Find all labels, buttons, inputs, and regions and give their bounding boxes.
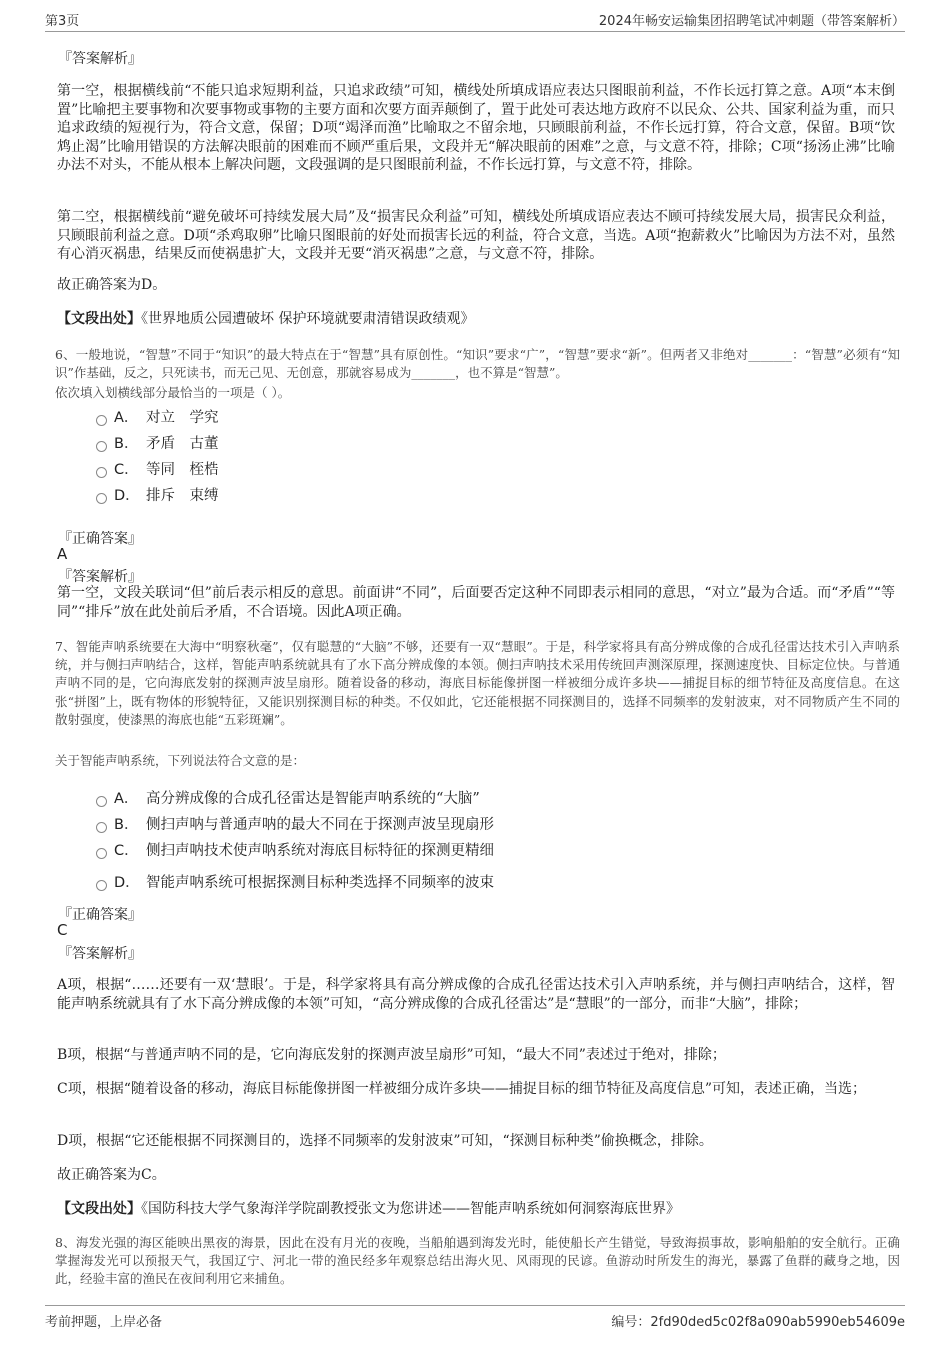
q5-analysis-para2: 第二空，根据横线前“避免破坏可持续发展大局”及“损害民众利益”可知，横线处所填成语应表达不顾可持续发展大局，损害民众利益，只顾眼前利益之意。D项“杀鸡取卵”比喻只图眼前的好处而损害长远的利益，符合文意，当选。A项“抱薪救火”比喻因为方法不对，虽然有心消灭祸患，结果反而使祸患扩大，文段并无要“消灭祸患”之意，与文意不符，排除。 [57, 209, 895, 262]
q5-analysis-label: 『答案解析』 [58, 51, 142, 67]
q6-analysis: 第一空，文段关联词“但”前后表示相反的意思。前面讲“不同”，后面要否定这种不同即表示相同的意思，“对立”最为合适。而“矛盾”“等同”“排斥”放在此处前后矛盾，不合语境。因此A项正确。 [57, 585, 895, 620]
page-footer [45, 1311, 905, 1329]
q7-question: 关于智能声呐系统，下列说法符合文意的是： [55, 753, 306, 768]
q7-answer: C [57, 921, 68, 939]
radio-icon[interactable] [96, 441, 107, 452]
radio-icon[interactable] [96, 848, 107, 859]
document-title: 2024年畅安运输集团招聘笔试冲刺题（带答案解析） [598, 14, 905, 29]
radio-icon[interactable] [96, 822, 107, 833]
q6-stem: 6、一般地说，“智慧”不同于“知识”的最大特点在于“智慧”具有原创性。“知识”要求“广”，“智慧”要求“新”。但两者又非绝对_______：“智慧”必须有“知识”作基础，反之，只死读书，而无己见、无创意，那就容易成为_______，也不算是“智慧”。 [55, 347, 900, 381]
q7-answer-label: 『正确答案』 [58, 907, 142, 923]
document-id: 编号：2fd90ded5c02f8a090ab5990eb54609e [611, 1315, 905, 1330]
q5-conclusion: 故正确答案为D。 [57, 277, 167, 293]
q5-analysis-para1: 第一空，根据横线前“不能只追求短期利益，只追求政绩”可知，横线处所填成语应表达只图眼前利益，不作长远打算之意。A项“本末倒置”比喻把主要事物和次要事物或事物的主要方面和次要方面弄颠倒了，置于此处可表达地方政府不以民众、公共、国家利益为重，而只追求政绩的短视行为，符合文意，保留；D项“竭泽而渔”比喻取之不留余地，只顾眼前利益，不作长远打算，符合文意，保留。B项“饮鸩止渴”比喻用错误的方法解决眼前的困难而不顾严重后果，文段并无“解决眼前的困难”之意，与文意不符，排除；C项“扬汤止沸”比喻办法不对头，不能从根本上解决问题，文段强调的是只图眼前利益，不作长远打算，与文意不符，排除。 [57, 83, 895, 173]
q6-answer-label: 『正确答案』 [58, 531, 142, 547]
radio-icon[interactable] [96, 415, 107, 426]
q7-analysis-d: D项，根据“它还能根据不同探测目的，选择不同频率的发射波束”可知，“探测目标种类”偷换概念，排除。 [57, 1133, 713, 1149]
q7-stem: 7、智能声呐系统要在大海中“明察秋毫”，仅有聪慧的“大脑”不够，还要有一双“慧眼”。于是，科学家将具有高分辨成像的合成孔径雷达技术引入声呐系统，并与侧扫声呐结合，这样，智能声呐系统就具有了水下高分辨成像的本领。侧扫声呐技术采用传统回声测深原理，探测速度快、目标定位快。与普通声呐不同的是，它向海底发射的探测声波呈扇形。随着设备的移动，海底目标能像拼图一样被细分成许多块——捕捉目标的细节特征及高度信息。在这张“拼图”上，既有物体的形貌特征，又能识别探测目标的种类。不仅如此，它还能根据不同探测目的，选择不同频率的发射波束，对不同物质产生不同的散射强度，使漆黑的海底也能“五彩斑斓”。 [55, 639, 900, 727]
radio-icon[interactable] [96, 796, 107, 807]
footer-divider [45, 1305, 905, 1306]
q7-source-label: 【文段出处】 [57, 1201, 141, 1217]
q7-analysis-a: A项，根据“……还要有一双‘慧眼’。于是，科学家将具有高分辨成像的合成孔径雷达技术引入声呐系统，并与侧扫声呐结合，这样，智能声呐系统就具有了水下高分辨成像的本领”可知，“高分辨成像的合成孔径雷达”是“慧眼”的一部分，而非“大脑”，排除； [57, 977, 895, 1012]
q7-analysis-label: 『答案解析』 [58, 946, 142, 962]
q6-analysis-label: 『答案解析』 [58, 569, 142, 585]
q7-source [57, 1200, 895, 1219]
q7-source-text: 《国防科技大学气象海洋学院副教授张文为您讲述——智能声呐系统如何洞察海底世界》 [141, 1201, 680, 1217]
q7-conclusion: 故正确答案为C。 [57, 1167, 166, 1183]
page-number: 第3页 [45, 14, 80, 29]
q7-analysis-b: B项，根据“与普通声呐不同的是，它向海底发射的探测声波呈扇形”可知，“最大不同”表述过于绝对，排除； [57, 1047, 726, 1063]
q7-analysis-c: C项，根据“随着设备的移动，海底目标能像拼图一样被细分成许多块——捕捉目标的细节特征及高度信息”可知，表述正确，当选； [57, 1081, 867, 1097]
radio-icon[interactable] [96, 880, 107, 891]
q6-question: 依次填入划横线部分最恰当的一项是（ ）。 [55, 385, 291, 400]
page-header [45, 10, 905, 28]
q5-source-label: 【文段出处】 [57, 311, 141, 327]
q6-answer: A [57, 545, 68, 563]
radio-icon[interactable] [96, 493, 107, 504]
q5-source-text: 《世界地质公园遭破坏 保护环境就要肃清错误政绩观》 [141, 311, 475, 327]
footer-slogan: 考前押题，上岸必备 [45, 1315, 163, 1330]
q8-stem: 8、海发光强的海区能映出黑夜的海景，因此在没有月光的夜晚，当船舶遇到海发光时，能使船长产生错觉，导致海损事故，影响船舶的安全航行。正确掌握海发光可以预报天气，我国辽宁、河北一带的渔民经多年观察总结出海火见、风雨现的民谚。鱼游动时所发生的海光，暴露了鱼群的藏身之地，因此，经验丰富的渔民在夜间利用它来捕鱼。 [55, 1235, 900, 1287]
header-divider [45, 31, 905, 32]
q5-source [57, 310, 895, 329]
radio-icon[interactable] [96, 467, 107, 478]
